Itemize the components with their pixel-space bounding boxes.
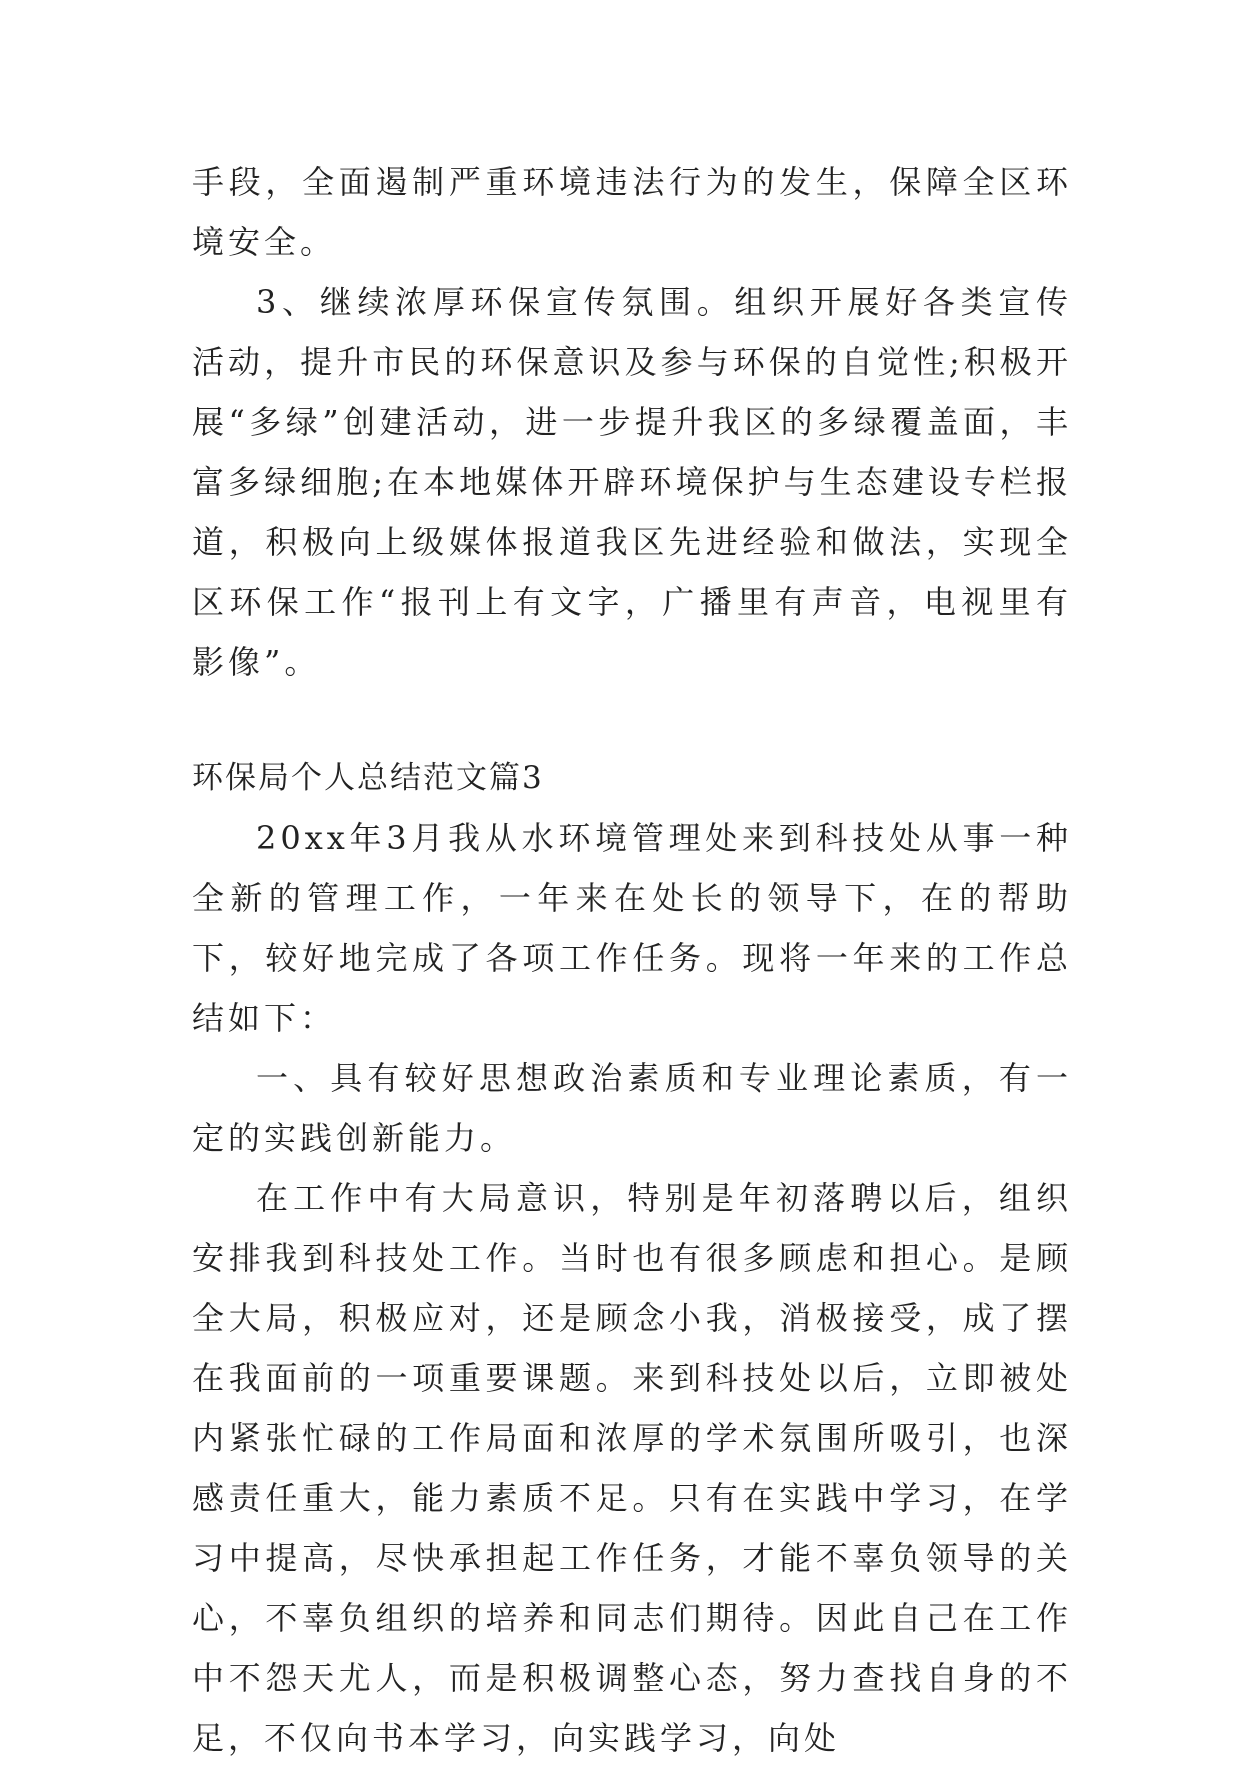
section-heading: 环保局个人总结范文篇3 — [192, 760, 544, 796]
paragraph-continuation: 手段，全面遏制严重环境违法行为的发生，保障全区环境安全。 — [192, 163, 1072, 261]
document-body — [192, 152, 1072, 1768]
paragraph-intro: 20xx年3月我从水环境管理处来到科技处从事一种全新的管理工作，一年来在处长的领导下，在的帮助下，较好地完成了各项工作任务。现将一年来的工作总结如下： — [192, 819, 1072, 1037]
paragraph-point-one: 一、具有较好思想政治素质和专业理论素质，有一定的实践创新能力。 — [192, 1059, 1072, 1157]
paragraph-publicity: 3、继续浓厚环保宣传氛围。组织开展好各类宣传活动，提升市民的环保意识及参与环保的自觉性;积极开展“多绿”创建活动，进一步提升我区的多绿覆盖面，丰富多绿细胞;在本地媒体开辟环境保护与生态建设专栏报道，积极向上级媒体报道我区先进经验和做法，实现全区环保工作“报刊上有文字，广播里有声音，电视里有影像”。 — [192, 283, 1072, 681]
paragraph-body: 在工作中有大局意识，特别是年初落聘以后，组织安排我到科技处工作。当时也有很多顾虑和担心。是顾全大局，积极应对，还是顾念小我，消极接受，成了摆在我面前的一项重要课题。来到科技处以后，立即被处内紧张忙碌的工作局面和浓厚的学术氛围所吸引，也深感责任重大，能力素质不足。只有在实践中学习，在学习中提高，尽快承担起工作任务，才能不辜负领导的关心，不辜负组织的培养和同志们期待。因此自己在工作中不怨天尤人，而是积极调整心态，努力查找自身的不足，不仅向书本学习，向实践学习，向处 — [192, 1179, 1072, 1757]
